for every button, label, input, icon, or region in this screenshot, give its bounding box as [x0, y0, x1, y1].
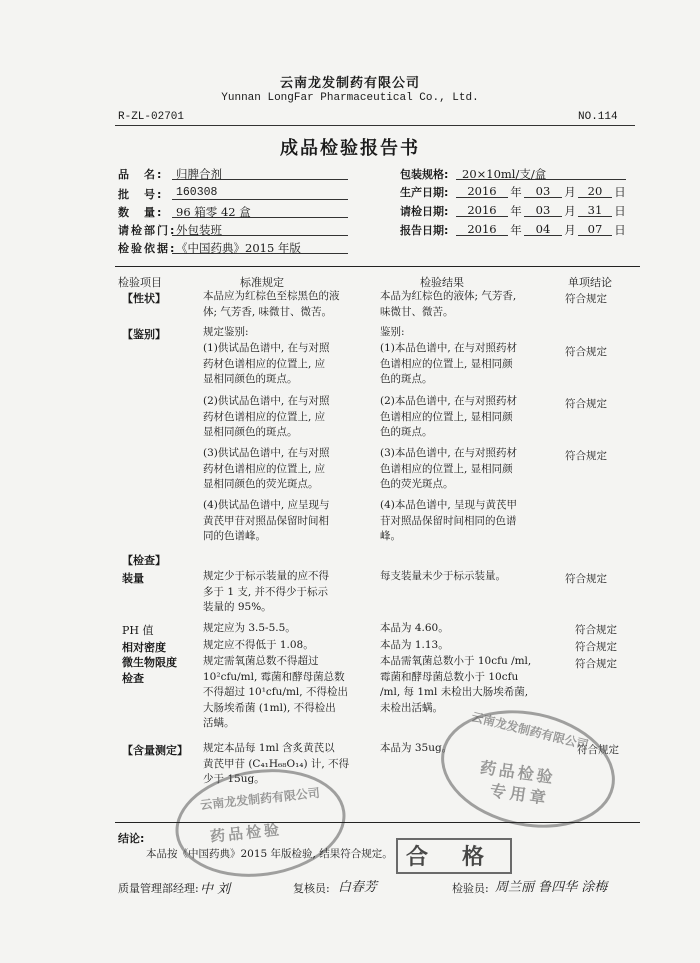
seal-right-use-2: 专用章: [488, 780, 551, 809]
row-density-std: 规定应不得低于 1.08。: [203, 639, 314, 651]
req-date-label: 请检日期:: [400, 205, 449, 218]
seal-left-name: 云南龙发制药有限公司: [199, 785, 321, 813]
row-jianbie-res-head: 鉴别:: [380, 326, 405, 338]
rep-year: 2016: [467, 222, 497, 236]
row-micro-std: 规定需氧菌总数不得超过 10²cfu/ml, 霉菌和酵母菌总数 不得超过 10¹cfu/ml, 不得检出 大肠埃希菌 (1ml), 不得检出 活螨。: [203, 655, 348, 729]
company-name-cn: 云南龙发制药有限公司: [279, 76, 420, 91]
row-zhuangliang-ok: 符合规定: [565, 573, 607, 585]
jianbie-1-ok: 符合规定: [565, 346, 607, 358]
col-conclusion: 单项结论: [568, 276, 612, 289]
row-micro-res: 本品需氧菌总数小于 10cfu /ml, 霉菌和酵母菌总数小于 10cfu /ml, 每 1ml 未检出大肠埃希菌, 未检出活螨。: [380, 655, 532, 714]
col-item: 检验项目: [118, 276, 162, 289]
row-density-ok: 符合规定: [575, 641, 617, 653]
row-xingzhuang-std: 本品应为红棕色至棕黑色的液 体; 气芳香, 味微甘、微苦。: [203, 290, 340, 318]
jianbie-2-res: (2)本品色谱中, 在与对照药材 色谱相应的位置上, 显相同颜 色的斑点。: [380, 395, 518, 438]
batch-label: 批 号:: [118, 188, 164, 201]
row-zhuangliang-res: 每支装量未少于标示装量。: [380, 570, 506, 582]
jianbie-4-res: (4)本品色谱中, 呈现与黄芪甲 苷对照品保留时间相同的色谱 峰。: [380, 499, 518, 542]
row-content-std: 规定本品每 1ml 含炙黄芪以 黄芪甲苷 (C₄₁H₆₈O₁₄) 计, 不得 少于 15ug。: [203, 742, 350, 785]
product-value: 归脾合剂: [176, 167, 222, 181]
row-ph-res: 本品为 4.60。: [380, 622, 449, 634]
rep-day: 07: [587, 222, 603, 236]
mfg-year: 2016: [467, 184, 497, 198]
page-title: 成品检验报告书: [280, 138, 420, 159]
seal-right-use-1: 药品检验: [478, 757, 557, 788]
rep-month-unit: 月: [564, 223, 576, 237]
company-name-en: Yunnan LongFar Pharmaceutical Co., Ltd.: [221, 92, 479, 104]
conclusion-label: 结论:: [118, 832, 145, 845]
jianbie-1-std: (1)供试品色谱中, 在与对照 药材色谱相应的位置上, 应 显相同颜色的斑点。: [203, 342, 330, 385]
row-micro-name: 微生物限度 检查: [122, 656, 177, 685]
col-standard: 标准规定: [240, 276, 284, 289]
req-month-unit: 月: [564, 204, 576, 218]
row-xingzhuang-res: 本品为红棕色的液体; 气芳香, 味微甘、微苦。: [380, 290, 517, 318]
row-micro-ok: 符合规定: [575, 658, 617, 670]
jianbie-3-std: (3)供试品色谱中, 在与对照 药材色谱相应的位置上, 应 显相同颜色的荧光斑点。: [203, 447, 330, 490]
report-number: NO.114: [578, 111, 618, 123]
qa-manager-label: 质量管理部经理:: [118, 882, 199, 895]
jianbie-3-ok: 符合规定: [565, 450, 607, 462]
report-date-label: 报告日期:: [400, 224, 449, 237]
req-year: 2016: [467, 203, 497, 217]
row-density-name: 相对密度: [122, 641, 166, 654]
inspector-label: 检验员:: [452, 882, 489, 895]
rep-month: 04: [535, 222, 551, 236]
mfg-date-label: 生产日期:: [400, 186, 449, 199]
mfg-year-unit: 年: [510, 185, 522, 199]
row-zhuangliang-std: 规定少于标示装量的应不得 多于 1 支, 并不得少于标示 装量的 95%。: [203, 570, 329, 613]
basis-label: 检验依据:: [118, 242, 177, 255]
req-day: 31: [587, 203, 603, 217]
conclusion-text: 本品按《中国药典》2015 年版检验, 结果符合规定。: [146, 848, 393, 860]
col-result: 检验结果: [420, 276, 464, 289]
jianbie-2-ok: 符合规定: [565, 398, 607, 410]
req-year-unit: 年: [510, 204, 522, 218]
header-rule: [115, 125, 635, 126]
spec-label: 包装规格:: [400, 168, 449, 181]
mfg-month: 03: [535, 184, 551, 198]
row-ph-name: PH 值: [122, 624, 154, 637]
row-content-ok: 符合规定: [577, 744, 619, 756]
jianbie-1-res: (1)本品色谱中, 在与对照药材 色谱相应的位置上, 显相同颜 色的斑点。: [380, 342, 518, 385]
jianbie-3-res: (3)本品色谱中, 在与对照药材 色谱相应的位置上, 显相同颜 色的荧光斑点。: [380, 447, 518, 490]
row-jianbie-std-head: 规定鉴别:: [203, 326, 249, 338]
row-content-res: 本品为 35ug。: [380, 742, 453, 754]
mfg-day: 20: [587, 184, 603, 198]
row-xingzhuang-name: 【性状】: [122, 292, 166, 305]
mfg-month-unit: 月: [564, 185, 576, 199]
reviewer-label: 复核员:: [293, 882, 330, 895]
qty-label: 数 量:: [118, 206, 164, 219]
spec-value: 20×10ml/支/盒: [462, 167, 547, 181]
seal-left-use-1: 药品检验: [209, 820, 283, 846]
basis-value: 《中国药典》2015 年版: [176, 241, 301, 255]
qa-manager-signature: 中 刘: [200, 882, 231, 897]
row-jiancha-name: 【检查】: [122, 554, 166, 567]
document-code: R-ZL-02701: [118, 111, 185, 123]
row-content-name: 【含量测定】: [122, 744, 188, 757]
seal-right-name: 云南龙发制药有限公司: [469, 709, 590, 753]
reviewer-signature: 白春芳: [338, 880, 378, 895]
inspector-signature: 周兰丽 鲁四华 涂梅: [495, 880, 608, 895]
req-month: 03: [535, 203, 551, 217]
row-ph-std: 规定应为 3.5-5.5。: [203, 622, 296, 634]
product-label: 品 名:: [118, 168, 164, 181]
row-density-res: 本品为 1.13。: [380, 639, 449, 651]
row-jianbie-name: 【鉴别】: [122, 328, 166, 341]
rep-year-unit: 年: [510, 223, 522, 237]
dept-label: 请检部门:: [118, 224, 177, 237]
qualified-stamp: 合 格: [406, 845, 491, 870]
row-ph-ok: 符合规定: [575, 624, 617, 636]
mfg-day-unit: 日: [614, 185, 626, 199]
row-zhuangliang-name: 装量: [122, 572, 144, 585]
dept-value: 外包装班: [176, 223, 222, 237]
jianbie-2-std: (2)供试品色谱中, 在与对照 药材色谱相应的位置上, 应 显相同颜色的斑点。: [203, 395, 330, 438]
rep-day-unit: 日: [614, 223, 626, 237]
req-day-unit: 日: [614, 204, 626, 218]
table-top-rule: [115, 266, 640, 267]
qty-value: 96 箱零 42 盒: [176, 205, 251, 219]
table-bottom-rule: [115, 822, 640, 823]
jianbie-4-std: (4)供试品色谱中, 应呈现与 黄芪甲苷对照品保留时间相 同的色谱峰。: [203, 499, 330, 542]
row-xingzhuang-ok: 符合规定: [565, 293, 607, 305]
batch-value: 160308: [176, 186, 218, 199]
